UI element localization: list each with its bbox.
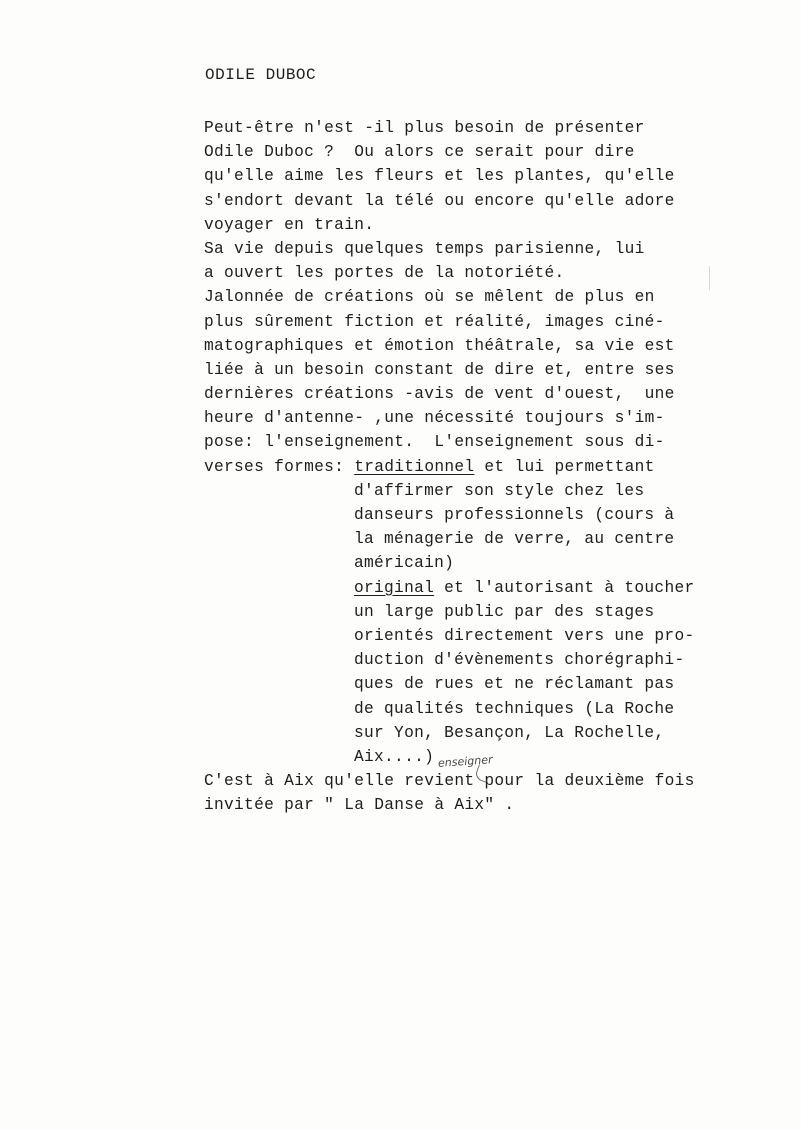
original-word: original <box>354 578 435 597</box>
text-line: matographiques et émotion théâtrale, sa vie est <box>204 336 675 355</box>
forms-label: verses formes: <box>204 457 355 476</box>
text-line: duction d'évènements chorégraphi- <box>354 651 685 670</box>
text-line: d'affirmer son style chez les <box>354 481 645 500</box>
original-line <box>204 576 695 600</box>
traditional-rest: et lui permettant <box>474 457 655 476</box>
handwritten-note: enseigner <box>437 753 493 770</box>
forms-line <box>204 455 695 479</box>
document-title: ODILE DUBOC <box>205 66 317 84</box>
text-line: a ouvert les portes de la notoriété. <box>204 264 565 283</box>
text-line: pose: l'enseignement. L'enseignement sous di- <box>204 433 665 452</box>
text-line: danseurs professionnels (cours à <box>354 506 675 524</box>
text-line: Peut-être n'est -il plus besoin de présenter <box>204 119 645 137</box>
text-line: ques de rues et ne réclamant pas <box>354 675 675 694</box>
text-line: orientés directement vers une pro- <box>354 626 695 645</box>
text-line: Sa vie depuis quelques temps parisienne, lui <box>204 239 645 258</box>
document-body <box>204 116 695 817</box>
text-line: Jalonnée de créations où se mêlent de plus en <box>204 288 655 307</box>
text-line: dernières créations -avis de vent d'ouest, une <box>204 385 675 404</box>
text-line: s'endort devant la télé ou encore qu'elle adore <box>204 191 675 210</box>
text-line: sur Yon, Besançon, La Rochelle, <box>354 723 665 742</box>
traditional-word: traditionnel <box>354 457 475 476</box>
text-line: qu'elle aime les fleurs et les plantes, qu'elle <box>204 167 675 186</box>
original-rest: et l'autorisant à toucher <box>434 578 695 597</box>
text-line: de qualités techniques (La Roche <box>354 699 675 718</box>
text-line: un large public par des stages <box>354 602 655 621</box>
text-line: américain) <box>354 554 455 573</box>
text-line: Aix....) <box>354 747 435 766</box>
text-line: Odile Duboc ? Ou alors ce serait pour dire <box>204 143 635 162</box>
text-line: C'est à Aix qu'elle revient pour la deuxième fois <box>204 772 695 791</box>
text-line: voyager en train. <box>204 215 375 234</box>
text-line: la ménagerie de verre, au centre <box>354 530 675 549</box>
text-line: heure d'antenne- ,une nécessité toujours s'im- <box>204 409 665 428</box>
text-line: plus sûrement fiction et réalité, images ciné- <box>204 312 665 331</box>
margin-mark <box>709 266 710 290</box>
text-line: liée à un besoin constant de dire et, entre ses <box>204 360 675 379</box>
text-line: invitée par " La Danse à Aix" . <box>204 796 515 815</box>
